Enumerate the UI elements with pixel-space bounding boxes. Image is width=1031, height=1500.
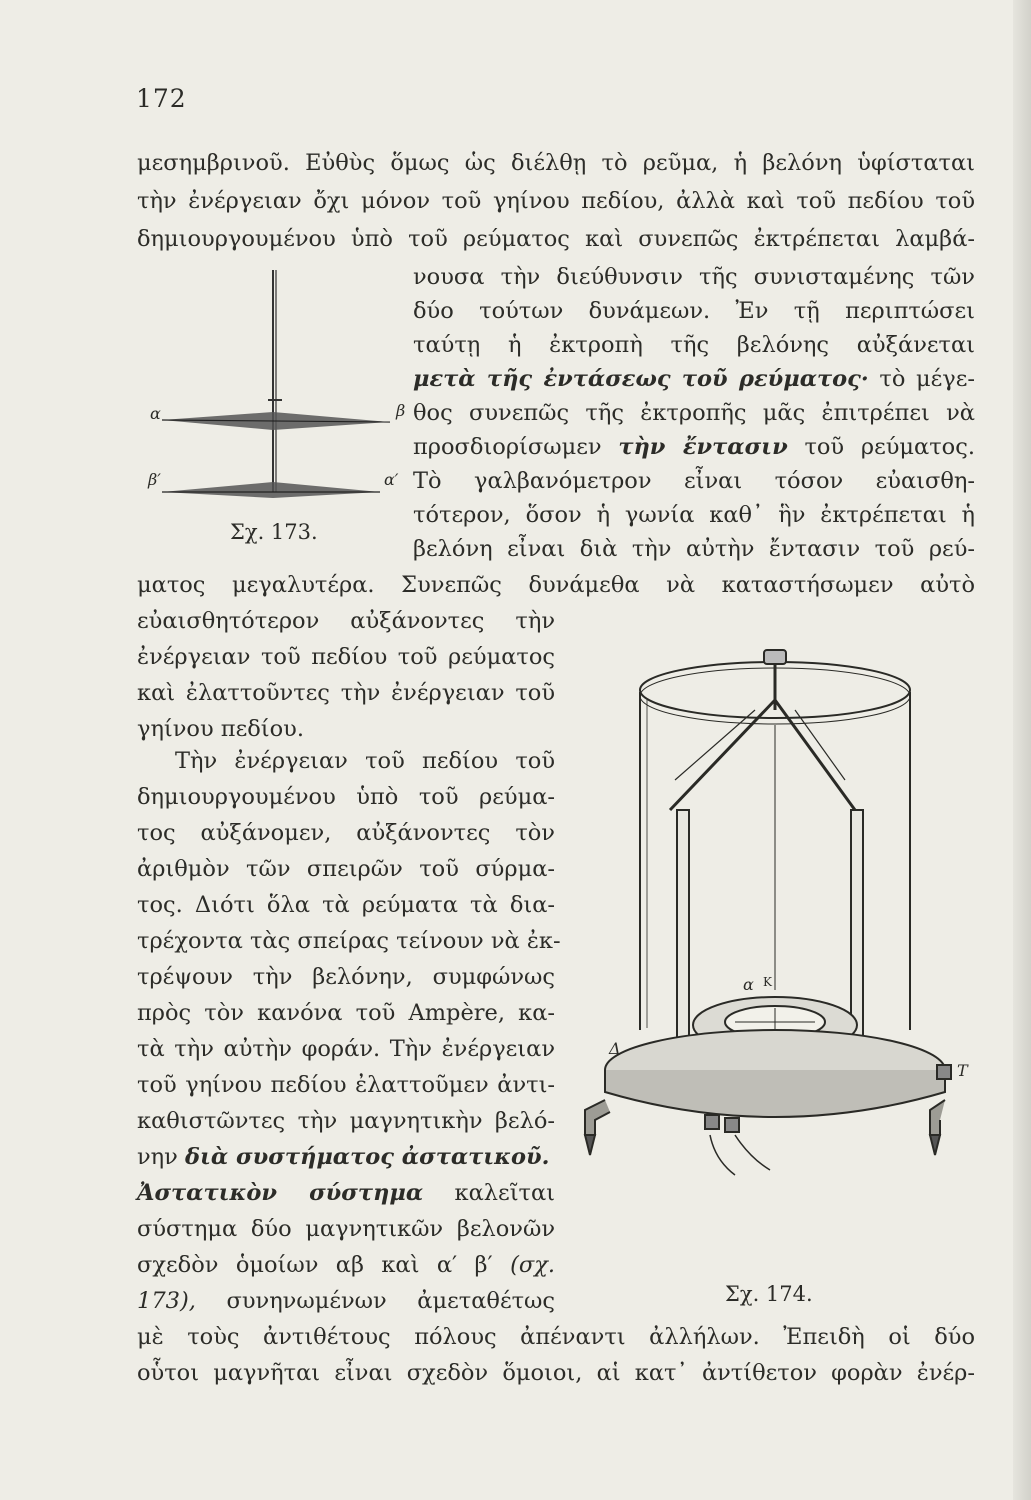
base-rim — [605, 1070, 945, 1117]
text-line: γηίνου πεδίου. — [137, 716, 304, 742]
text-line: θος συνεπῶς τῆς ἐκτροπῆς μᾶς ἐπιτρέπει νὰ — [413, 400, 975, 426]
label-alpha: α — [150, 404, 161, 423]
leveling-screw — [585, 1135, 595, 1155]
text-line: σχεδὸν ὁμοίων αβ καὶ α′ β′ (σχ. — [137, 1252, 555, 1278]
figure-reference: (σχ. — [510, 1252, 555, 1278]
text-line: μὲ τοὺς ἀντιθέτους πόλους ἀπέναντι ἀλλήλων. Ἐπειδὴ οἱ δύο — [137, 1324, 975, 1350]
figure-173-astatic-needles — [140, 260, 410, 520]
foot-left — [585, 1100, 610, 1135]
wire — [710, 1135, 735, 1175]
text-line: τος. Διότι ὅλα τὰ ρεύματα τὰ δια- — [137, 892, 555, 918]
text-line: τρέχοντα τὰς σπείρας τείνουν νὰ ἐκ- — [137, 928, 561, 954]
text-line: ματος μεγαλυτέρα. Συνεπῶς δυνάμεθα νὰ καταστήσωμεν αὐτὸ — [137, 572, 975, 598]
label-alpha: α — [743, 975, 754, 994]
label-kappa: Κ — [763, 975, 772, 989]
text-line: τὰ τὴν αὐτὴν φοράν. Τὴν ἐνέργειαν — [137, 1036, 555, 1062]
leveling-screw — [930, 1135, 940, 1155]
label-delta: Δ — [609, 1039, 621, 1058]
text-line: σύστημα δύο μαγνητικῶν βελονῶν — [137, 1216, 555, 1242]
text-line: ἐνέργειαν τοῦ πεδίου τοῦ ρεύματος — [137, 644, 555, 670]
figure-reference: 173), — [137, 1288, 196, 1314]
text-line: οὗτοι μαγνῆται εἶναι σχεδὸν ὅμοιοι, αἱ κατ᾽ ἀντίθετον φορὰν ἐνέρ- — [137, 1360, 975, 1386]
text-line: δημιουργουμένου ὑπὸ τοῦ ρεύματος καὶ συνεπῶς ἐκτρέπεται λαμβά- — [137, 226, 975, 252]
text-line: νουσα τὴν διεύθυνσιν τῆς συνισταμένης τῶν — [413, 264, 975, 290]
text-line: μετὰ τῆς ἐντάσεως τοῦ ρεύματος· τὸ μέγε- — [413, 366, 975, 392]
emphasis-text: μετὰ τῆς ἐντάσεως τοῦ ρεύματος· — [413, 366, 869, 392]
page-edge — [1013, 0, 1031, 1500]
emphasis-text: Ἀστατικὸν σύστημα — [137, 1180, 424, 1206]
text-line: Ἀστατικὸν σύστημα καλεῖται — [137, 1180, 555, 1206]
figure-174-caption: Σχ. 174. — [725, 1282, 813, 1306]
emphasis-text: τὴν ἔντασιν — [618, 434, 788, 460]
figure-173-caption: Σχ. 173. — [230, 520, 318, 544]
terminal — [705, 1115, 719, 1129]
page-number: 172 — [136, 84, 187, 113]
label-beta: β — [396, 401, 406, 420]
text-line: τότερον, ὅσον ἡ γωνία καθ᾽ ἣν ἐκτρέπεται ἡ — [413, 502, 975, 528]
text-line: καὶ ἐλαττοῦντες τὴν ἐνέργειαν τοῦ — [137, 680, 555, 706]
text-line: πρὸς τὸν κανόνα τοῦ Ampère, κα- — [137, 1000, 555, 1026]
text-line: ταύτῃ ἡ ἐκτροπὴ τῆς βελόνης αὐξάνεται — [413, 332, 975, 358]
text-line: τὴν ἐνέργειαν ὄχι μόνον τοῦ γηίνου πεδίου, ἀλλὰ καὶ τοῦ πεδίου τοῦ — [137, 188, 975, 214]
text-line: βελόνη εἶναι διὰ τὴν αὐτὴν ἔντασιν τοῦ ρεύ- — [413, 536, 975, 562]
text-line: τοῦ γηίνου πεδίου ἐλαττοῦμεν ἀντι- — [137, 1072, 555, 1098]
torsion-head — [764, 650, 786, 664]
text-line: καθιστῶντες τὴν μαγνητικὴν βελό- — [137, 1108, 555, 1134]
wire — [735, 1135, 770, 1170]
figure-174-galvanometer — [565, 630, 985, 1190]
foot-right — [930, 1100, 945, 1135]
terminal — [725, 1118, 739, 1132]
emphasis-text: διὰ συστήματος ἀστατικοῦ. — [185, 1144, 550, 1170]
text-line: τος αὐξάνομεν, αὐξάνοντες τὸν — [137, 820, 555, 846]
label-tau: Τ — [957, 1061, 968, 1080]
text-line: εὐαισθητότερον αὐξάνοντες τὴν — [137, 608, 555, 634]
label-alpha-prime: α′ — [384, 470, 399, 489]
text-line: μεσημβρινοῦ. Εὐθὺς ὅμως ὡς διέλθῃ τὸ ρεῦμα, ἡ βελόνη ὑφίσταται — [137, 150, 975, 176]
text-line: δύο τούτων δυνάμεων. Ἐν τῇ περιπτώσει — [413, 298, 975, 324]
pillar-left — [677, 810, 689, 1060]
text-line: Τὸ γαλβανόμετρον εἶναι τόσον εὐαισθη- — [413, 468, 975, 494]
text-line: προσδιορίσωμεν τὴν ἔντασιν τοῦ ρεύματος. — [413, 434, 975, 460]
terminal-T — [937, 1065, 951, 1079]
text-line: νην διὰ συστήματος ἀστατικοῦ. — [137, 1144, 550, 1170]
text-line: τρέψουν τὴν βελόνην, συμφώνως — [137, 964, 555, 990]
support-brace — [675, 710, 755, 780]
text-line: δημιουργουμένου ὑπὸ τοῦ ρεύμα- — [137, 784, 555, 810]
text-line: 173), συνηνωμένων ἀμεταθέτως — [137, 1288, 555, 1314]
text-line: ἀριθμὸν τῶν σπειρῶν τοῦ σύρμα- — [137, 856, 555, 882]
needle-a-prime-b-prime — [162, 482, 380, 498]
label-beta-prime: β′ — [148, 470, 161, 489]
text-line: Τὴν ἐνέργειαν τοῦ πεδίου τοῦ — [175, 748, 555, 774]
